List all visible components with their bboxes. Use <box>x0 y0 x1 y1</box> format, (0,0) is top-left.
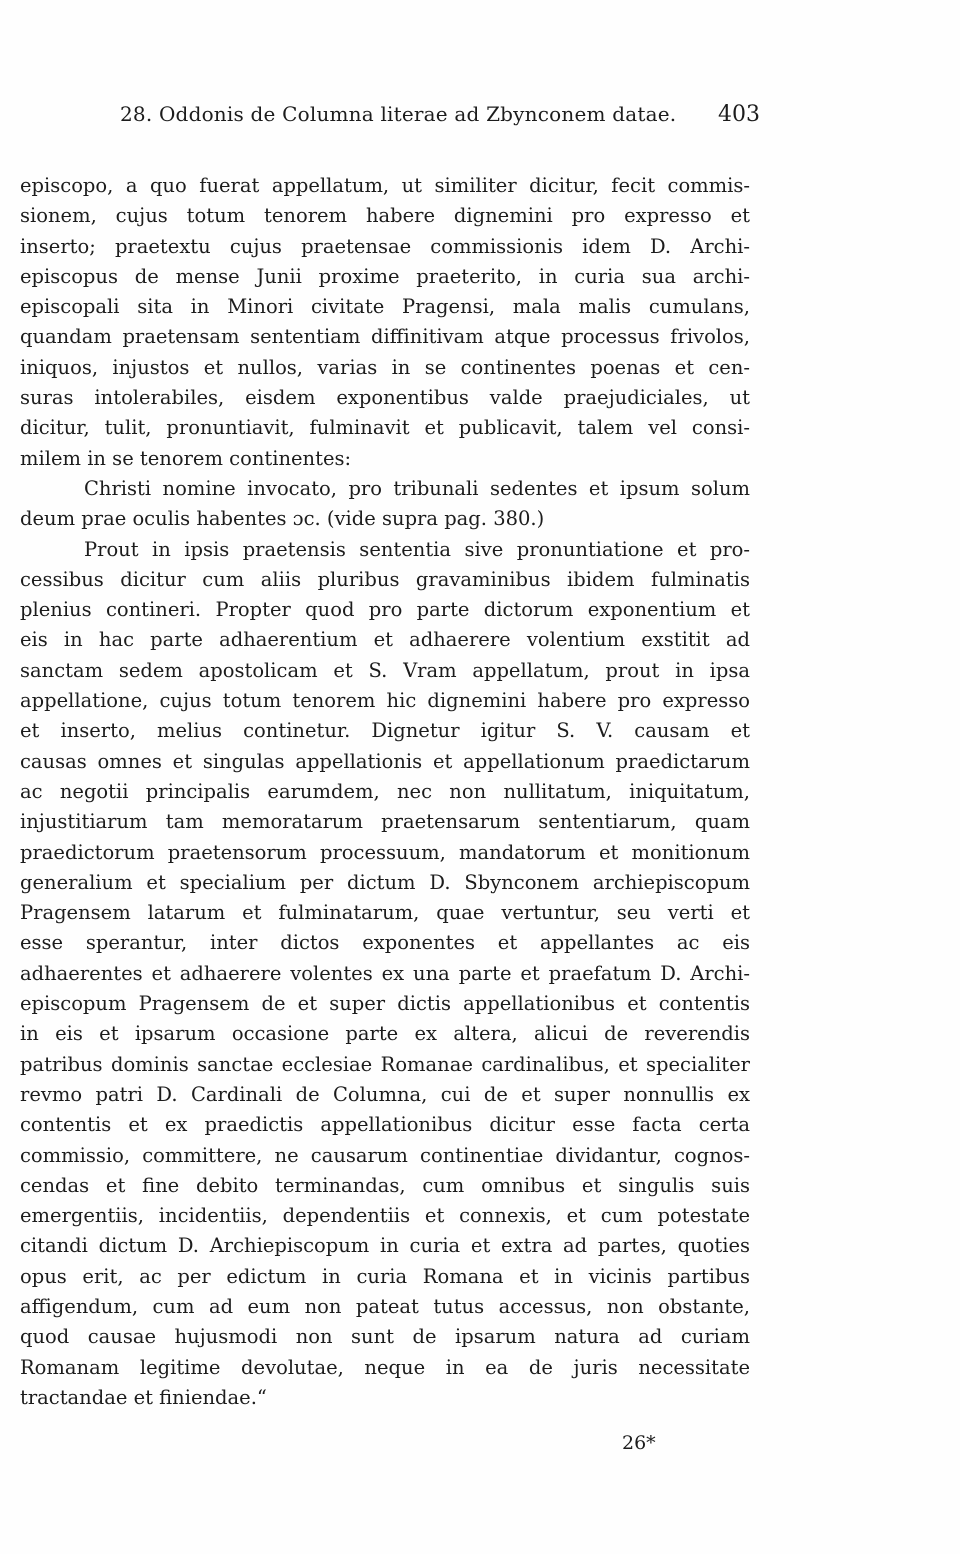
text-line: revmo patri D. Cardinali de Columna, cui de et super nonnullis ex <box>20 1082 750 1106</box>
text-line: sionem, cujus totum tenorem habere dignemini pro expresso et <box>20 204 750 228</box>
text-line: milem in se tenorem continentes: <box>20 446 352 470</box>
running-title: 28. Oddonis de Columna literae ad Zbynconem datae. <box>120 102 677 126</box>
text-line: episcopali sita in Minori civitate Pragensi, mala malis cumulans, <box>20 295 750 319</box>
text-line: opus erit, ac per edictum in curia Romana et in vicinis partibus <box>20 1264 750 1288</box>
text-line: inserto; praetextu cujus praetensae commissionis idem D. Archi- <box>20 234 750 258</box>
text-line: citandi dictum D. Archiepiscopum in curia et extra ad partes, quoties <box>20 1234 750 1258</box>
text-line: Prout in ipsis praetensis sententia sive pronuntiatione et pro- <box>84 537 750 561</box>
text-line: quandam praetensam sententiam diffinitivam atque processus frivolos, <box>20 325 750 349</box>
page-number: 403 <box>718 102 760 127</box>
signature-mark: 26* <box>622 1432 656 1454</box>
text-line: plenius contineri. Propter quod pro parte dictorum exponentium et <box>20 598 750 622</box>
text-line: episcopum Pragensem de et super dictis appellationibus et contentis <box>20 992 750 1016</box>
text-line: cessibus dicitur cum aliis pluribus gravaminibus ibidem fulminatis <box>20 567 750 591</box>
text-line: suras intolerabiles, eisdem exponentibus valde praejudiciales, ut <box>20 386 750 410</box>
text-line: affigendum, cum ad eum non pateat tutus accessus, non obstante, <box>20 1294 750 1318</box>
text-line: generalium et specialium per dictum D. Sbynconem archiepiscopum <box>20 870 750 894</box>
text-line: ac negotii principalis earumdem, nec non nullitatum, iniquitatum, <box>20 779 750 803</box>
text-line: Romanam legitime devolutae, neque in ea de juris necessitate <box>20 1355 750 1379</box>
text-line: tractandae et finiendae.“ <box>20 1385 267 1409</box>
text-line: adhaerentes et adhaerere volentes ex una parte et praefatum D. Archi- <box>20 961 750 985</box>
text-line: et inserto, melius continetur. Dignetur igitur S. V. causam et <box>20 719 750 743</box>
text-line: esse sperantur, inter dictos exponentes et appellantes ac eis <box>20 931 750 955</box>
text-line: commissio, committere, ne causarum continentiae dividantur, cognos- <box>20 1143 750 1167</box>
text-line: deum prae oculis habentes ɔc. (vide supra pag. 380.) <box>20 507 545 531</box>
text-line: patribus dominis sanctae ecclesiae Romanae cardinalibus, et specialiter <box>20 1052 750 1076</box>
text-line: Christi nomine invocato, pro tribunali sedentes et ipsum solum <box>84 476 750 500</box>
text-line: emergentiis, incidentiis, dependentiis et connexis, et cum potestate <box>20 1204 750 1228</box>
text-line: in eis et ipsarum occasione parte ex altera, alicui de reverendis <box>20 1022 750 1046</box>
text-line: episcopus de mense Junii proxime praeterito, in curia sua archi- <box>20 264 750 288</box>
text-line: cendas et fine debito terminandas, cum omnibus et singulis suis <box>20 1173 750 1197</box>
text-line: sanctam sedem apostolicam et S. Vram appellatum, prout in ipsa <box>20 658 750 682</box>
text-line: appellatione, cujus totum tenorem hic dignemini habere pro expresso <box>20 689 750 713</box>
text-line: eis in hac parte adhaerentium et adhaerere volentium exstitit ad <box>20 628 750 652</box>
text-line: causas omnes et singulas appellationis et appellationum praedictarum <box>20 749 750 773</box>
text-line: contentis et ex praedictis appellationibus dicitur esse facta certa <box>20 1113 750 1137</box>
text-line: quod causae hujusmodi non sunt de ipsarum natura ad curiam <box>20 1325 750 1349</box>
text-line: episcopo, a quo fuerat appellatum, ut similiter dicitur, fecit commis- <box>20 174 750 197</box>
text-line: Pragensem latarum et fulminatarum, quae vertuntur, seu verti et <box>20 901 750 925</box>
text-line: injustitiarum tam memoratarum praetensarum sententiarum, quam <box>20 810 750 834</box>
text-line: dicitur, tulit, pronuntiavit, fulminavit et publicavit, talem vel consi- <box>20 416 750 440</box>
text-line: iniquos, injustos et nullos, varias in se continentes poenas et cen- <box>20 355 750 379</box>
body-text <box>20 171 750 1413</box>
text-line: praedictorum praetensorum processuum, mandatorum et monitionum <box>20 840 750 864</box>
